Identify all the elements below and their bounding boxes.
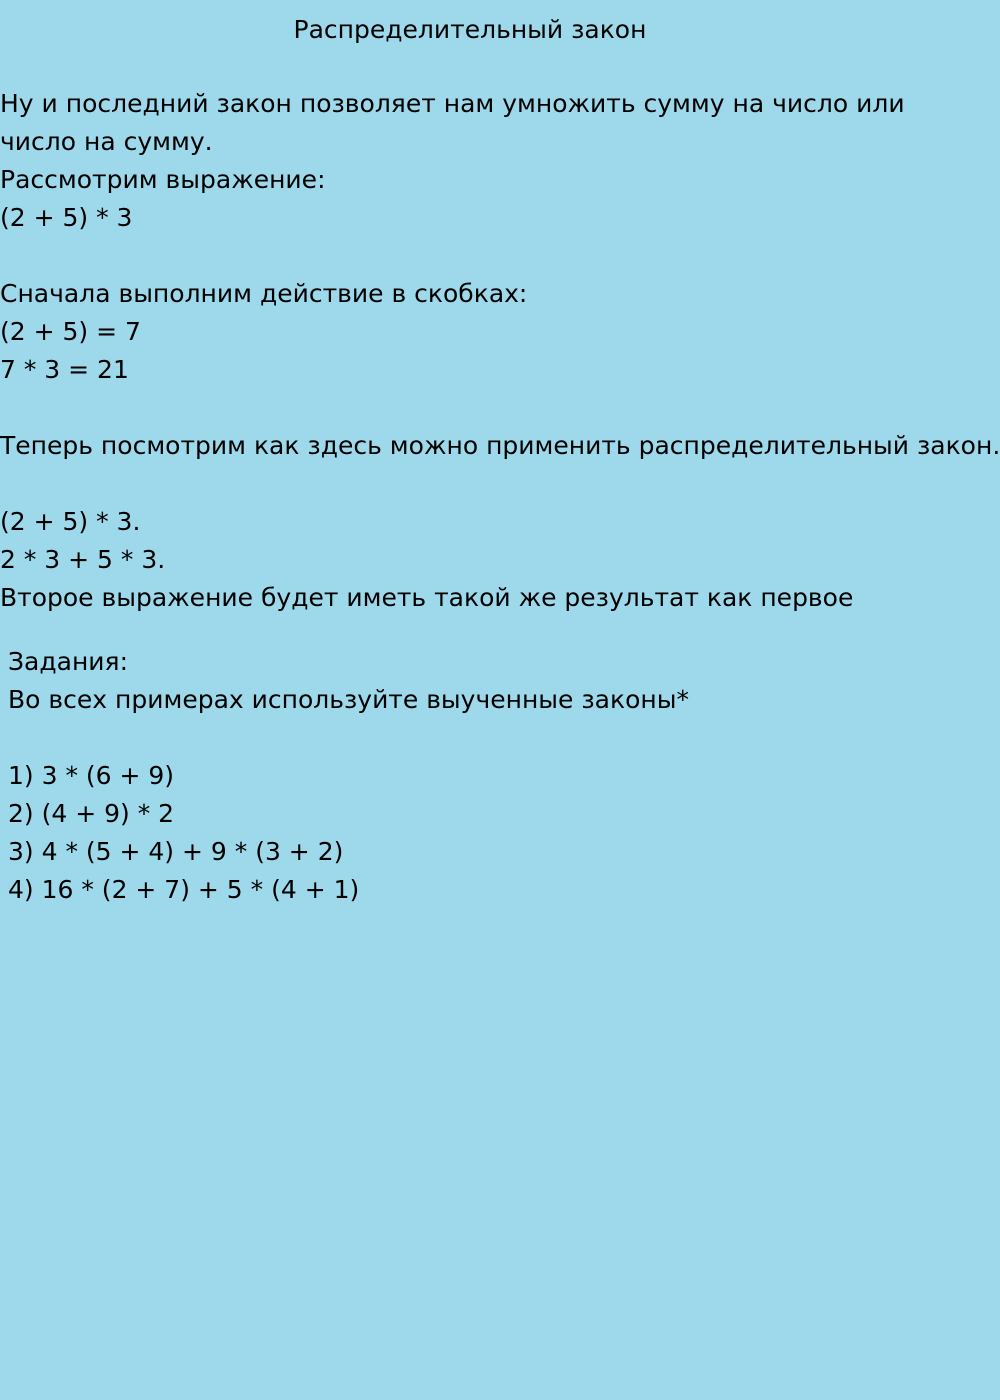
tasks-instruction: Во всех примерах используйте выученные законы* xyxy=(8,685,689,714)
conclusion: Второе выражение будет иметь такой же результат как первое xyxy=(0,583,854,612)
spacer xyxy=(0,237,990,275)
apply-label: Теперь посмотрим как здесь можно применить распределительный закон. xyxy=(0,431,1000,460)
consider-label: Рассмотрим выражение: xyxy=(0,165,326,194)
intro-paragraph: Ну и последний закон позволяет нам умножить сумму на число или число на сумму. xyxy=(0,89,905,156)
step-2: 7 * 3 = 21 xyxy=(0,355,129,384)
task-item: 3) 4 * (5 + 4) + 9 * (3 + 2) xyxy=(8,837,344,866)
tasks-section xyxy=(8,643,988,909)
spacer xyxy=(0,389,990,427)
spacer xyxy=(0,465,990,503)
task-item: 4) 16 * (2 + 7) + 5 * (4 + 1) xyxy=(8,875,360,904)
page-title: Распределительный закон xyxy=(293,15,647,44)
first-step-label: Сначала выполним действие в скобках: xyxy=(0,279,528,308)
expression-2: (2 + 5) * 3. xyxy=(0,507,141,536)
step-1: (2 + 5) = 7 xyxy=(0,317,141,346)
expression-3: 2 * 3 + 5 * 3. xyxy=(0,545,166,574)
expression-1: (2 + 5) * 3 xyxy=(0,203,133,232)
tasks-heading: Задания: xyxy=(8,647,129,676)
spacer xyxy=(8,719,988,757)
task-item: 2) (4 + 9) * 2 xyxy=(8,799,175,828)
task-item: 1) 3 * (6 + 9) xyxy=(8,761,175,790)
lesson-body xyxy=(0,85,1000,617)
